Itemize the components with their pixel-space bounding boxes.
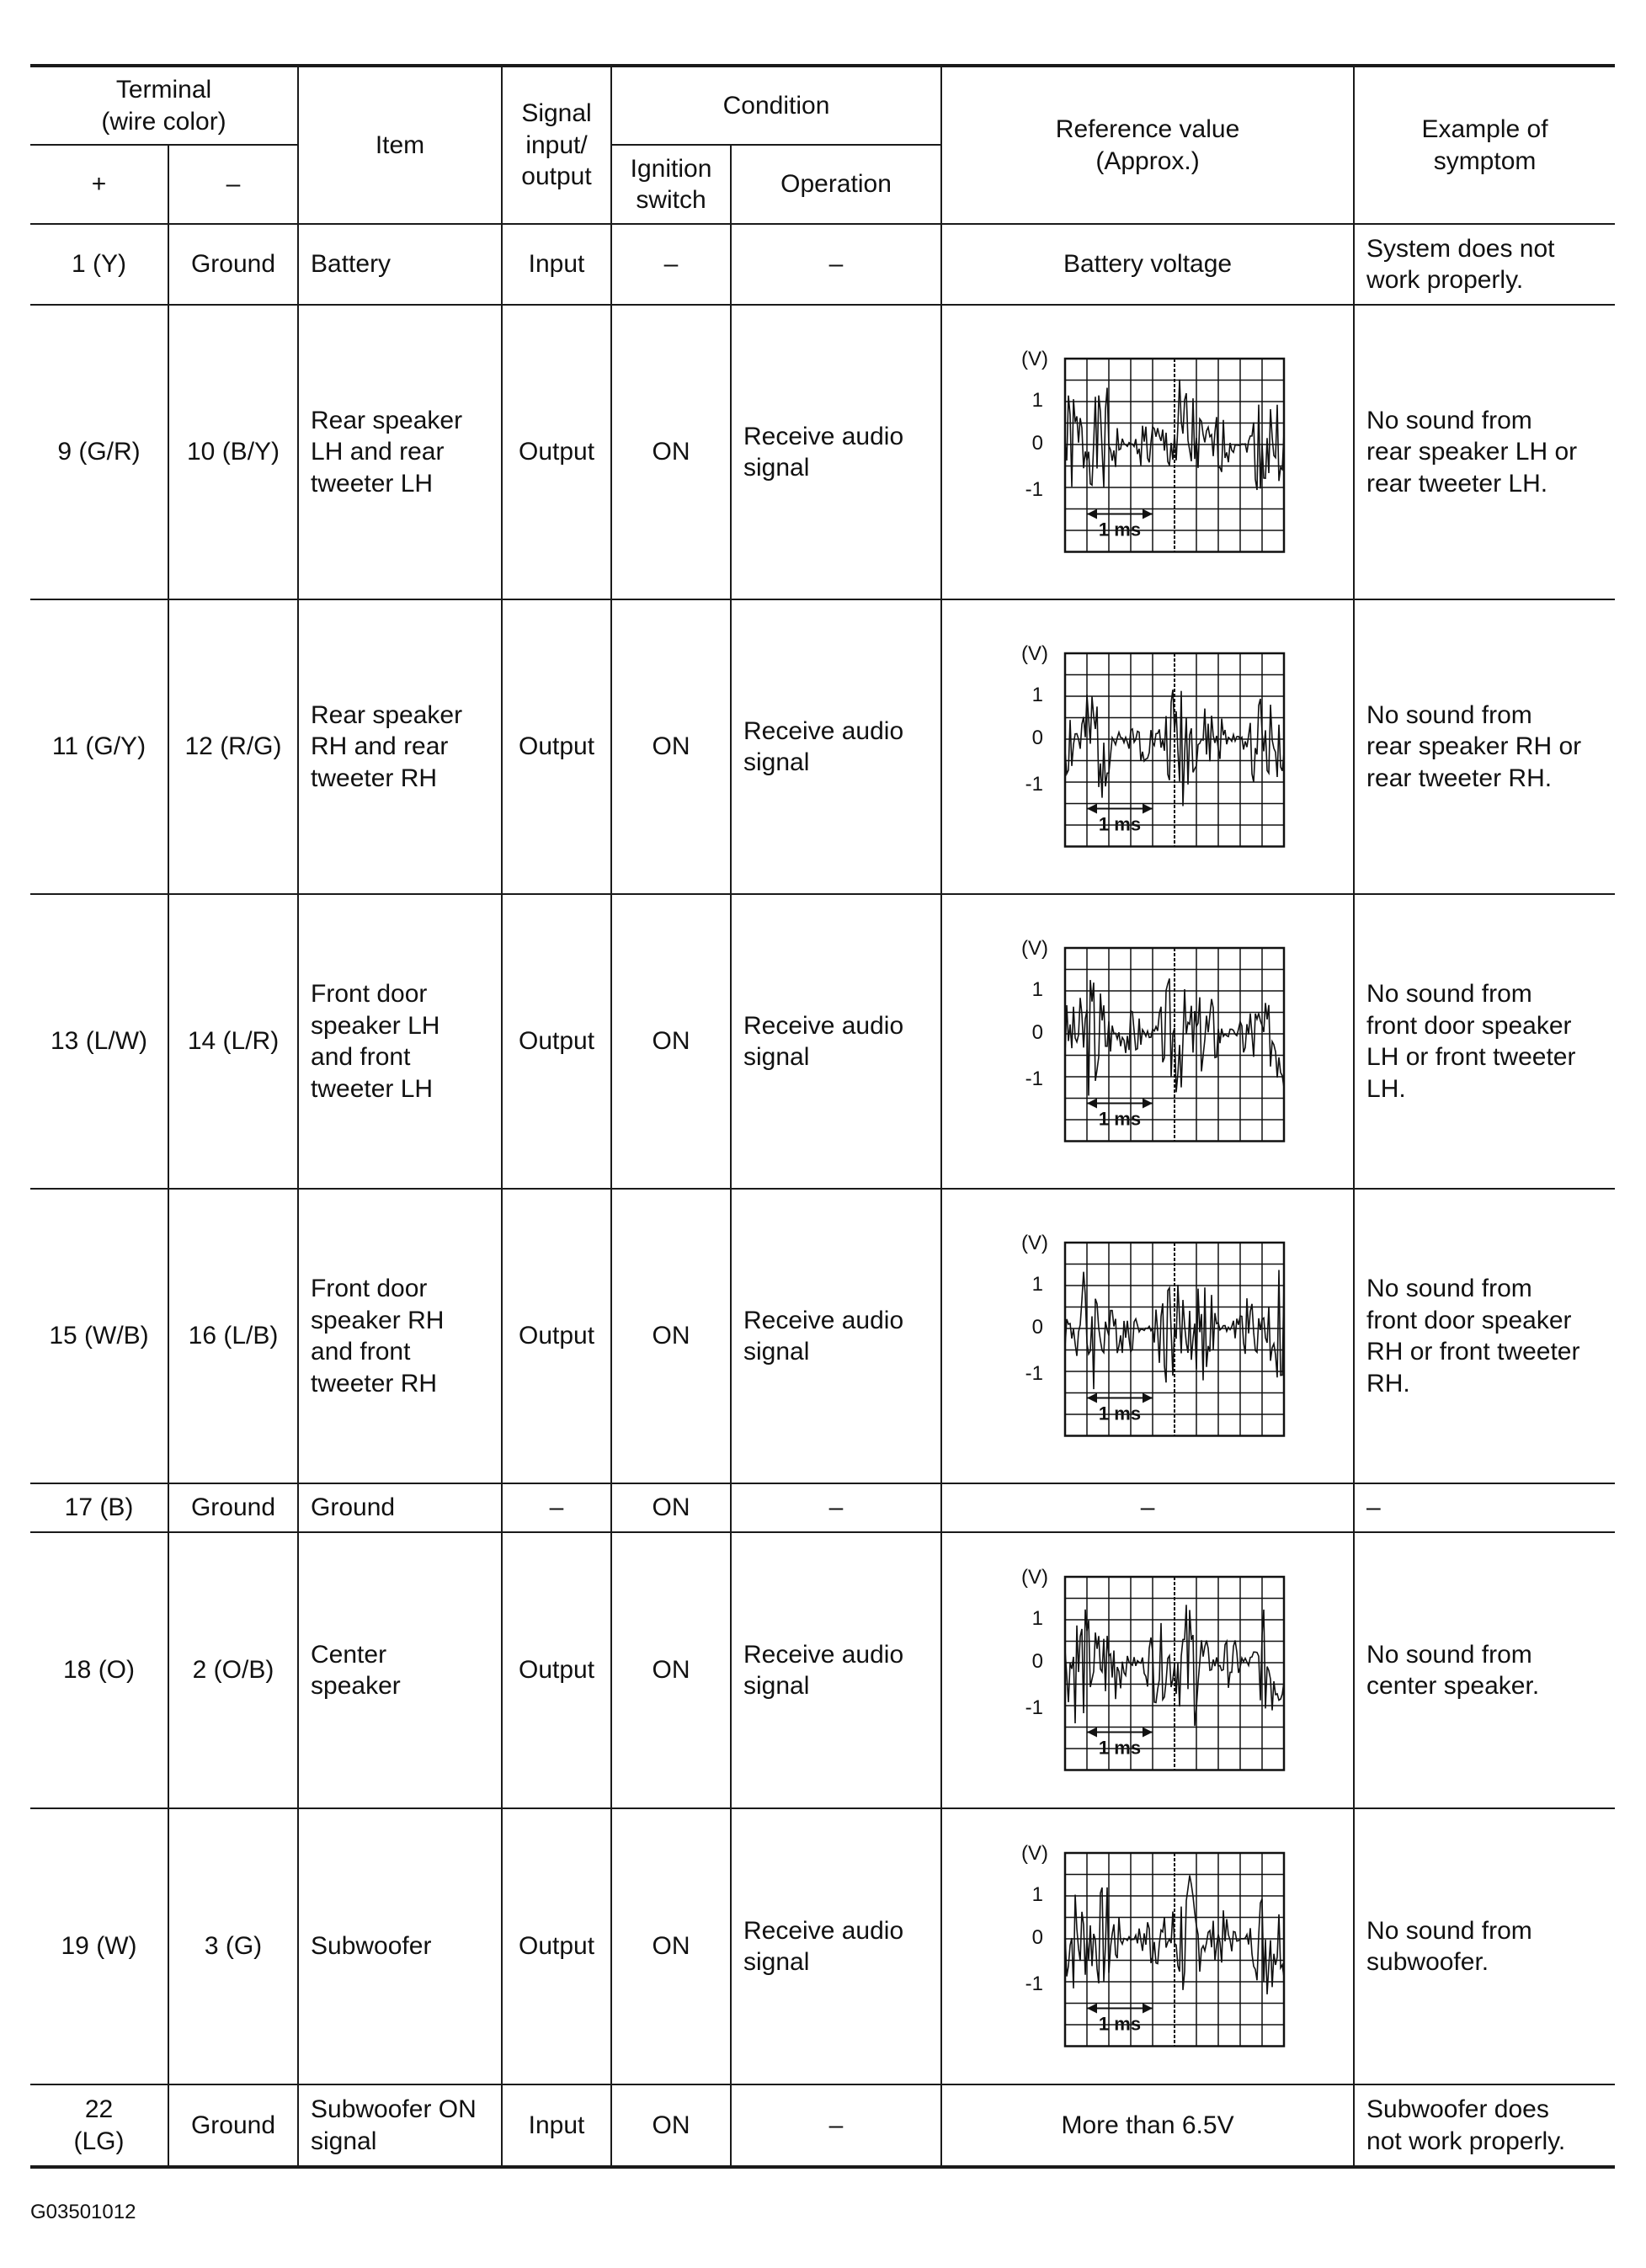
figure-id: G03501012 — [30, 2201, 136, 2223]
y-tick-label: 1 — [1031, 684, 1044, 706]
y-tick-label: 0 — [1031, 727, 1044, 749]
table-row — [30, 1808, 1615, 2084]
cell-minus: 14 (L/R) — [168, 894, 298, 1189]
y-tick-label: -1 — [1025, 1973, 1044, 1995]
cell-plus: 11 (G/Y) — [30, 599, 168, 894]
cell-symptom: No sound from subwoofer. — [1354, 1808, 1615, 2084]
cell-ignition: ON — [611, 305, 731, 599]
cell-reference: – — [941, 1483, 1354, 1532]
time-scale-label: 1 ms — [1098, 1403, 1142, 1424]
cell-operation: – — [731, 2084, 941, 2167]
cell-minus: Ground — [168, 224, 298, 305]
cell-symptom: No sound from front door speaker RH or front tweeter RH. — [1354, 1189, 1615, 1483]
cell-signal: Input — [502, 224, 611, 305]
cell-ignition: ON — [611, 1532, 731, 1808]
cell-symptom: No sound from rear speaker RH or rear tweeter RH. — [1354, 599, 1615, 894]
time-scale-label: 1 ms — [1098, 813, 1142, 835]
y-tick-label: 1 — [1031, 1607, 1044, 1630]
header-terminal: Terminal (wire color) — [30, 66, 298, 145]
audio-waveform-graph — [996, 936, 1299, 1147]
audio-waveform-graph — [996, 1565, 1299, 1776]
time-scale-label: 1 ms — [1098, 1108, 1142, 1130]
y-tick-label: 0 — [1031, 1926, 1044, 1949]
cell-item: Subwoofer ON signal — [298, 2084, 502, 2167]
cell-operation: Receive audio signal — [731, 1808, 941, 2084]
cell-ignition: ON — [611, 894, 731, 1189]
audio-waveform-graph — [996, 1841, 1299, 2052]
header-condition: Condition — [611, 66, 941, 145]
header-reference: Reference value (Approx.) — [941, 66, 1354, 224]
cell-plus: 17 (B) — [30, 1483, 168, 1532]
y-tick-label: 1 — [1031, 389, 1044, 412]
cell-signal: Output — [502, 1532, 611, 1808]
audio-waveform-graph — [996, 1231, 1299, 1441]
cell-reference: More than 6.5V — [941, 2084, 1354, 2167]
unit-label: (V) — [1021, 937, 1049, 960]
cell-operation: Receive audio signal — [731, 599, 941, 894]
cell-item: Ground — [298, 1483, 502, 1532]
cell-plus: 1 (Y) — [30, 224, 168, 305]
cell-plus: 19 (W) — [30, 1808, 168, 2084]
waveform-cell — [941, 1189, 1354, 1483]
unit-label: (V) — [1021, 348, 1049, 370]
y-tick-label: 0 — [1031, 1650, 1044, 1673]
y-tick-label: -1 — [1025, 478, 1044, 501]
cell-signal: Output — [502, 1808, 611, 2084]
cell-ignition: ON — [611, 1483, 731, 1532]
cell-ignition: ON — [611, 1808, 731, 2084]
table-body — [30, 224, 1615, 2167]
cell-ignition: ON — [611, 2084, 731, 2167]
header-symptom: Example of symptom — [1354, 66, 1615, 224]
table-row — [30, 1532, 1615, 1808]
cell-symptom: System does not work properly. — [1354, 224, 1615, 305]
cell-symptom: No sound from rear speaker LH or rear tweeter LH. — [1354, 305, 1615, 599]
table-row — [30, 894, 1615, 1189]
audio-waveform-graph — [996, 642, 1299, 852]
cell-plus: 13 (L/W) — [30, 894, 168, 1189]
cell-item: Front door speaker LH and front tweeter LH — [298, 894, 502, 1189]
unit-label: (V) — [1021, 1232, 1049, 1254]
cell-minus: 2 (O/B) — [168, 1532, 298, 1808]
cell-plus: 9 (G/R) — [30, 305, 168, 599]
cell-item: Front door speaker RH and front tweeter RH — [298, 1189, 502, 1483]
cell-minus: 16 (L/B) — [168, 1189, 298, 1483]
cell-item: Rear speaker RH and rear tweeter RH — [298, 599, 502, 894]
cell-signal: Output — [502, 1189, 611, 1483]
cell-symptom: Subwoofer does not work properly. — [1354, 2084, 1615, 2167]
y-tick-label: 0 — [1031, 432, 1044, 455]
cell-item: Rear speaker LH and rear tweeter LH — [298, 305, 502, 599]
table-row — [30, 1483, 1615, 1532]
cell-minus: 10 (B/Y) — [168, 305, 298, 599]
cell-operation: – — [731, 1483, 941, 1532]
cell-item: Center speaker — [298, 1532, 502, 1808]
y-tick-label: 1 — [1031, 978, 1044, 1001]
unit-label: (V) — [1021, 1842, 1049, 1865]
table-row — [30, 2084, 1615, 2167]
cell-signal: Output — [502, 894, 611, 1189]
cell-plus: 18 (O) — [30, 1532, 168, 1808]
unit-label: (V) — [1021, 1566, 1049, 1589]
cell-plus: 22 (LG) — [30, 2084, 168, 2167]
y-tick-label: 0 — [1031, 1021, 1044, 1044]
cell-ignition: ON — [611, 599, 731, 894]
y-tick-label: 0 — [1031, 1316, 1044, 1339]
cell-ignition: ON — [611, 1189, 731, 1483]
cell-signal: Output — [502, 305, 611, 599]
header-ignition: Ignition switch — [611, 145, 731, 224]
table-row — [30, 1189, 1615, 1483]
cell-minus: Ground — [168, 2084, 298, 2167]
connector-spec-table-wrapper — [30, 64, 1615, 2169]
header-operation: Operation — [731, 145, 941, 224]
cell-item: Battery — [298, 224, 502, 305]
cell-symptom: No sound from center speaker. — [1354, 1532, 1615, 1808]
y-tick-label: -1 — [1025, 773, 1044, 796]
cell-minus: 12 (R/G) — [168, 599, 298, 894]
y-tick-label: -1 — [1025, 1067, 1044, 1090]
time-scale-label: 1 ms — [1098, 519, 1142, 540]
cell-operation: Receive audio signal — [731, 305, 941, 599]
y-tick-label: -1 — [1025, 1696, 1044, 1719]
waveform-cell — [941, 894, 1354, 1189]
time-scale-label: 1 ms — [1098, 2013, 1142, 2035]
cell-operation: Receive audio signal — [731, 1532, 941, 1808]
table-row — [30, 599, 1615, 894]
table-row — [30, 224, 1615, 305]
cell-operation: Receive audio signal — [731, 1189, 941, 1483]
waveform-cell — [941, 1808, 1354, 2084]
header-item: Item — [298, 66, 502, 224]
waveform-cell — [941, 599, 1354, 894]
header-plus: + — [30, 145, 168, 224]
y-tick-label: 1 — [1031, 1883, 1044, 1906]
cell-operation: – — [731, 224, 941, 305]
unit-label: (V) — [1021, 642, 1049, 665]
cell-minus: Ground — [168, 1483, 298, 1532]
audio-waveform-graph — [996, 347, 1299, 557]
cell-signal: – — [502, 1483, 611, 1532]
time-scale-label: 1 ms — [1098, 1737, 1142, 1759]
cell-symptom: No sound from front door speaker LH or front tweeter LH. — [1354, 894, 1615, 1189]
cell-ignition: – — [611, 224, 731, 305]
cell-signal: Input — [502, 2084, 611, 2167]
header-minus: – — [168, 145, 298, 224]
cell-minus: 3 (G) — [168, 1808, 298, 2084]
cell-plus: 15 (W/B) — [30, 1189, 168, 1483]
cell-symptom: – — [1354, 1483, 1615, 1532]
cell-reference: Battery voltage — [941, 224, 1354, 305]
y-tick-label: -1 — [1025, 1362, 1044, 1385]
y-tick-label: 1 — [1031, 1273, 1044, 1296]
cell-signal: Output — [502, 599, 611, 894]
cell-operation: Receive audio signal — [731, 894, 941, 1189]
header-signal: Signal input/ output — [502, 66, 611, 224]
table-row — [30, 305, 1615, 599]
waveform-cell — [941, 1532, 1354, 1808]
connector-spec-table — [30, 64, 1615, 2169]
waveform-cell — [941, 305, 1354, 599]
cell-item: Subwoofer — [298, 1808, 502, 2084]
